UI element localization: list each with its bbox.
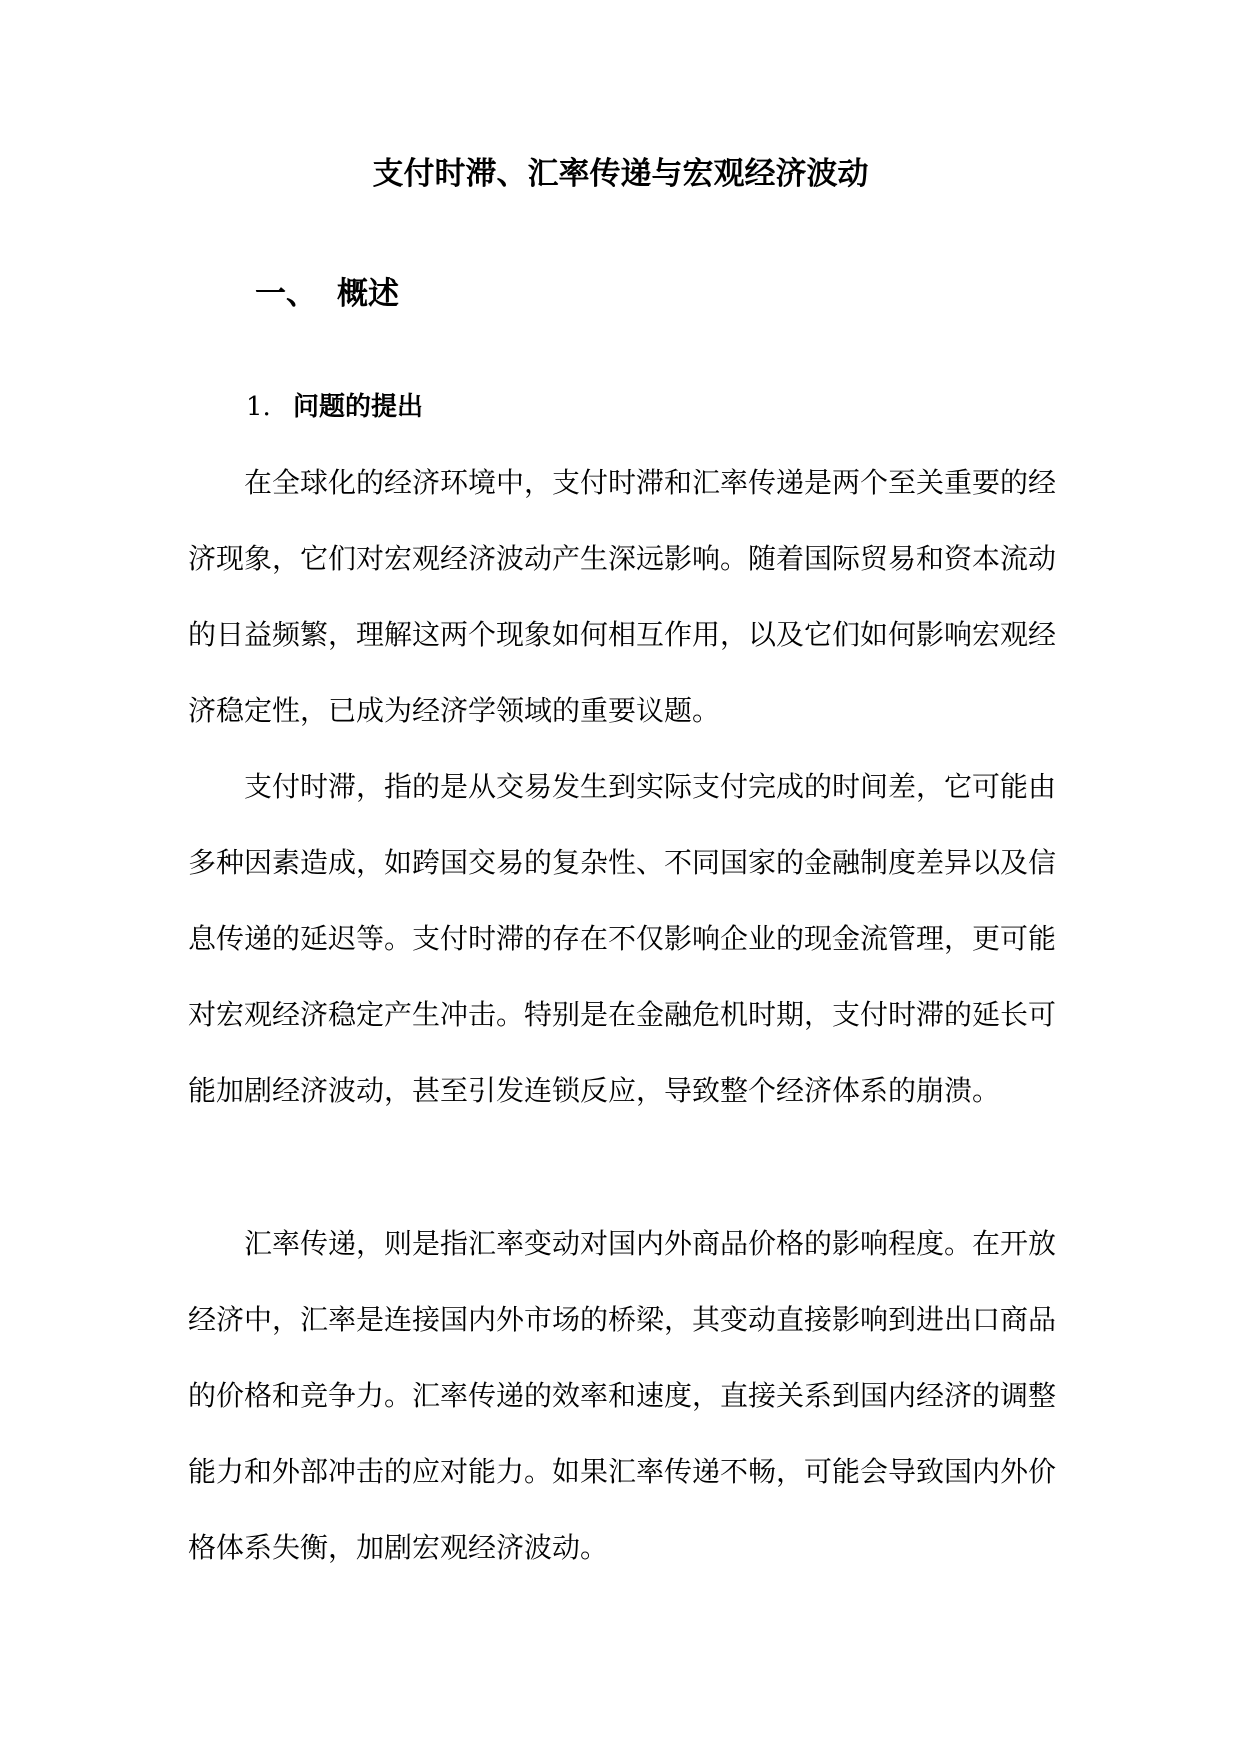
document-title: 支付时滞、汇率传递与宏观经济波动 bbox=[372, 156, 869, 192]
section-number: 一、 bbox=[255, 276, 317, 312]
subsection-title: 问题的提出 bbox=[293, 392, 424, 422]
subsection-heading bbox=[246, 385, 423, 429]
section-heading bbox=[255, 268, 399, 320]
subsection-number: 1. bbox=[246, 392, 271, 422]
body-paragraph: 在全球化的经济环境中，支付时滞和汇率传递是两个至关重要的经济现象，它们对宏观经济波动产生深远影响。随着国际贸易和资本流动的日益频繁，理解这两个现象如何相互作用，以及它们如何影响宏观经济稳定性，已成为经济学领域的重要议题。 bbox=[188, 466, 1057, 727]
body-paragraph: 汇率传递，则是指汇率变动对国内外商品价格的影响程度。在开放经济中，汇率是连接国内外市场的桥梁，其变动直接影响到进出口商品的价格和竞争力。汇率传递的效率和速度，直接关系到国内经济的调整能力和外部冲击的应对能力。如果汇率传递不畅，可能会导致国内外价格体系失衡，加剧宏观经济波动。 bbox=[188, 1227, 1057, 1564]
body-paragraph: 支付时滞，指的是从交易发生到实际支付完成的时间差，它可能由多种因素造成，如跨国交易的复杂性、不同国家的金融制度差异以及信息传递的延迟等。支付时滞的存在不仅影响企业的现金流管理，更可能对宏观经济稳定产生冲击。特别是在金融危机时期，支付时滞的延长可能加剧经济波动，甚至引发连锁反应，导致整个经济体系的崩溃。 bbox=[188, 770, 1057, 1107]
section-title: 概述 bbox=[337, 276, 399, 312]
